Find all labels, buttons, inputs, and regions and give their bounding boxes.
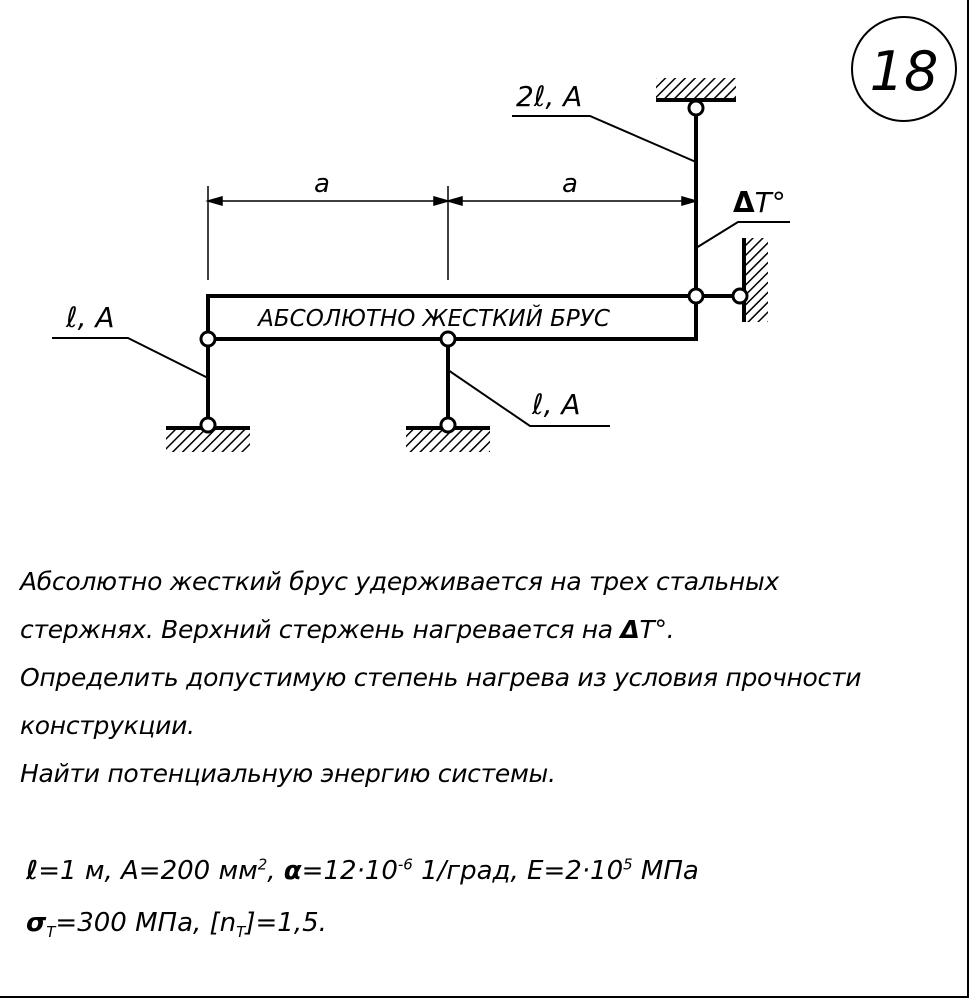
dimension-a-right: a (562, 169, 578, 199)
delta-symbol: Δ (620, 615, 640, 644)
problem-line-3: Определить допустимую степень нагрева из условия прочности (20, 663, 862, 692)
hinge-beam-middle (441, 332, 455, 346)
givens-line-1 (26, 845, 699, 897)
alpha-exponent: -6 (397, 855, 413, 874)
top-support (656, 78, 736, 100)
top-rod-leader (512, 116, 696, 162)
hinge-top (689, 101, 703, 115)
middle-rod-label: ℓ, A (532, 388, 581, 421)
left-rod-label: ℓ, A (66, 301, 115, 334)
length-symbol: ℓ (26, 856, 39, 886)
hinge-beam-right (689, 289, 703, 303)
alpha-value: =12·10 (301, 856, 398, 886)
right-wall-support (744, 238, 768, 322)
problem-statement (20, 558, 950, 798)
hinge-beam-left (201, 332, 215, 346)
top-rod-label: 2ℓ, A (516, 80, 583, 113)
e-exponent: 5 (623, 855, 633, 874)
problem-number-badge (852, 17, 956, 121)
problem-line-2 (20, 606, 950, 654)
dimension-a-left: a (314, 169, 330, 199)
area-exponent: 2 (257, 855, 268, 874)
sigma-subscript: T (46, 923, 56, 942)
temperature-text: T° (754, 186, 786, 219)
dimension-lines (208, 186, 696, 280)
middle-rod-leader (448, 370, 610, 426)
delta-symbol: Δ (733, 186, 755, 219)
safety-factor-value: ]=1,5. (245, 908, 327, 938)
hinge-ground-middle (441, 418, 455, 432)
hinge-wall (733, 289, 747, 303)
problem-number: 18 (869, 40, 939, 103)
sigma-symbol: σ (26, 908, 47, 938)
n-subscript: T (236, 923, 246, 942)
length-and-area: =1 м, A=200 мм (38, 856, 258, 886)
temperature-label (733, 186, 786, 219)
hinges (201, 101, 747, 432)
sigma-value: =300 МПа, [n (55, 908, 237, 938)
separator: , (267, 856, 284, 886)
problem-line-1: Абсолютно жесткий брус удерживается на трех стальных (20, 567, 779, 596)
givens-line-2 (26, 897, 699, 949)
left-rod-leader (52, 338, 208, 378)
problem-line-2-text: стержнях. Верхний стержень нагревается на (20, 615, 621, 644)
alpha-symbol: α (283, 856, 302, 886)
given-data (26, 845, 699, 949)
e-unit: МПа (632, 856, 699, 886)
temperature-text: T°. (639, 615, 675, 644)
alpha-unit-and-e: 1/град, E=2·10 (412, 856, 624, 886)
problem-line-5: Найти потенциальную энергию системы. (20, 759, 556, 788)
hinge-ground-left (201, 418, 215, 432)
beam-label: АБСОЛЮТНО ЖЕСТКИЙ БРУС (258, 306, 610, 332)
problem-line-4: конструкции. (20, 711, 195, 740)
